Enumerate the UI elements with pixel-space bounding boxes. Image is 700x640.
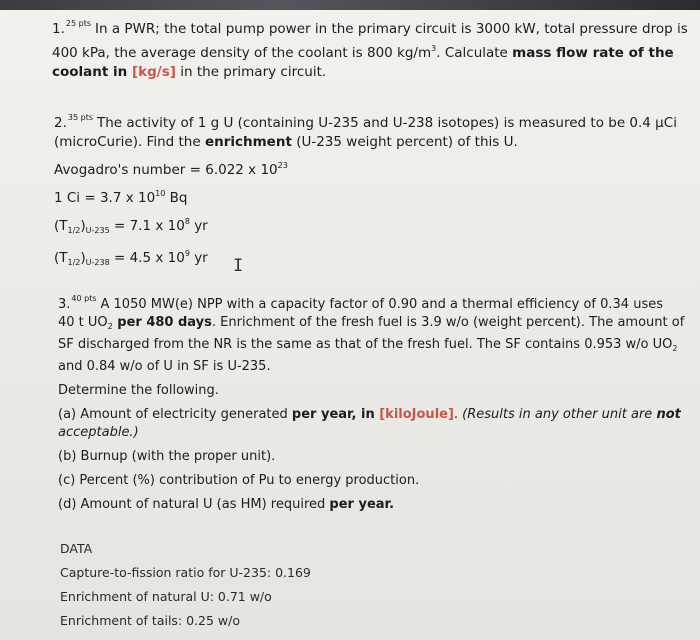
q1-line-1 — [52, 14, 688, 39]
q2-t238-exp: 9 — [184, 249, 190, 258]
q2-halflife-235 — [54, 212, 677, 240]
q3-d-text: (d) Amount of natural U (as HM) required — [58, 497, 330, 512]
q1-text-3: in the primary circuit. — [175, 64, 327, 80]
q2-curie-unit: Bq — [165, 190, 188, 206]
q1-text-1: In a PWR; the total pump power in the primary circuit is 3000 kW, total pressure drop is — [95, 21, 688, 37]
q3-text-4: and 0.84 w/o of U in SF is U-235. — [58, 359, 271, 374]
q2-halflife-238 — [54, 244, 677, 276]
q2-points: 35 pts — [67, 113, 93, 122]
q2-curie-text: 1 Ci = 3.7 x 10 — [54, 190, 156, 206]
q3-part-a-line-2 — [58, 424, 684, 442]
q3-a-dot: . — [453, 407, 463, 422]
q2-t235-sub2: U-235 — [85, 226, 110, 235]
q3-a-bold: per year, in — [291, 407, 380, 422]
q3-text-2b: . Enrichment of the fresh fuel is 3.9 w/o (weight percent). The amount of — [211, 315, 685, 330]
q3-b-text: (b) Burnup (with the proper unit). — [58, 449, 276, 464]
q3-line-2 — [58, 314, 684, 336]
q2-line-1 — [54, 108, 677, 133]
q2-t238-c: = 4.5 x 10 — [109, 250, 185, 266]
question-3 — [58, 290, 684, 514]
q3-c-text: (c) Percent (%) contribution of Pu to energy production. — [58, 473, 420, 488]
q1-text-2a: 400 kPa, the average density of the coolant is 800 kg/m — [52, 45, 432, 61]
text-cursor-icon: I — [233, 256, 244, 276]
q3-part-c — [58, 472, 684, 490]
q3-a-unit: [kiloJoule] — [379, 407, 454, 422]
q1-bold-2: mass flow rate of the — [512, 45, 674, 61]
q2-text-2a: (microCurie). Find the — [54, 134, 205, 150]
q3-line-3 — [58, 336, 684, 358]
q2-number: 2. — [54, 115, 67, 131]
q3-line-4 — [58, 358, 684, 376]
q3-d-bold: per year. — [329, 497, 395, 512]
q3-part-b — [58, 448, 684, 466]
q1-unit: [kg/s] — [132, 64, 176, 80]
window-top-edge — [0, 0, 700, 10]
q3-text-2a: 40 t UO — [58, 315, 108, 330]
question-2 — [54, 108, 677, 276]
q3-a-italic-bold: not — [656, 407, 681, 422]
q3-a-italic-2: acceptable.) — [58, 425, 139, 440]
data-capture-ratio: Capture-to-fission ratio for U-235: 0.169 — [60, 565, 311, 580]
q3-determine-text: Determine the following. — [58, 383, 219, 398]
q2-text-1: The activity of 1 g U (containing U-235 and U-238 isotopes) is measured to be 0.4 μCi — [97, 115, 677, 131]
q1-line-3 — [52, 63, 688, 82]
q2-avogadro — [54, 156, 677, 180]
q1-bold-3: coolant in — [52, 64, 132, 80]
q2-t235-a: (T — [54, 218, 68, 234]
q3-text-1: A 1050 MW(e) NPP with a capacity factor of 0.90 and a thermal efficiency of 0.34 uses — [100, 297, 663, 312]
q2-t235-unit: yr — [189, 218, 208, 234]
data-heading: DATA — [60, 541, 93, 556]
q2-t238-sub2: U-238 — [85, 258, 110, 267]
q3-part-a-line-1 — [58, 406, 684, 424]
data-natural-enrichment: Enrichment of natural U: 0.71 w/o — [60, 589, 272, 604]
q3-points: 40 pts — [71, 294, 97, 303]
data-section — [60, 540, 311, 630]
q2-t235-c: = 7.1 x 10 — [109, 218, 185, 234]
q2-avogadro-text: Avogadro's number = 6.022 x 10 — [54, 162, 278, 178]
question-1 — [52, 14, 688, 82]
q2-t238-sub1: 1/2 — [67, 258, 81, 267]
q3-sub-2: 2 — [107, 322, 113, 331]
q2-t238-unit: yr — [189, 250, 208, 266]
q3-bold-2: per 480 days — [112, 315, 212, 330]
q3-a-italic: (Results in any other unit are — [462, 407, 657, 422]
data-tails-enrichment: Enrichment of tails: 0.25 w/o — [60, 613, 241, 628]
q3-line-1 — [58, 290, 684, 314]
q3-determine — [58, 382, 684, 400]
q2-t238-b: ) — [80, 250, 86, 266]
q1-number: 1. — [52, 21, 65, 37]
q2-bold-2: enrichment — [204, 134, 292, 150]
q2-t235-sub1: 1/2 — [67, 226, 81, 235]
q3-sub-3: 2 — [672, 344, 678, 353]
q1-line-2 — [52, 39, 688, 63]
q3-number: 3. — [58, 297, 71, 312]
q2-line-2 — [54, 133, 677, 152]
q2-t235-exp: 8 — [184, 217, 190, 226]
q2-curie-exp: 10 — [155, 189, 166, 198]
q2-t238-a: (T — [54, 250, 68, 266]
q1-text-2b: . Calculate — [436, 45, 513, 61]
q1-points: 25 pts — [65, 19, 91, 28]
q3-text-3: SF discharged from the NR is the same as that of the fresh fuel. The SF contains 0.953 w/o UO — [58, 337, 673, 352]
q2-avogadro-exp: 23 — [277, 161, 288, 170]
q2-t235-b: ) — [80, 218, 86, 234]
q2-curie — [54, 184, 677, 208]
q3-a-text: (a) Amount of electricity generated — [58, 407, 292, 422]
q1-exponent: 3 — [431, 44, 437, 53]
q2-text-2b: (U-235 weight percent) of this U. — [291, 134, 518, 150]
q3-part-d — [58, 496, 684, 514]
